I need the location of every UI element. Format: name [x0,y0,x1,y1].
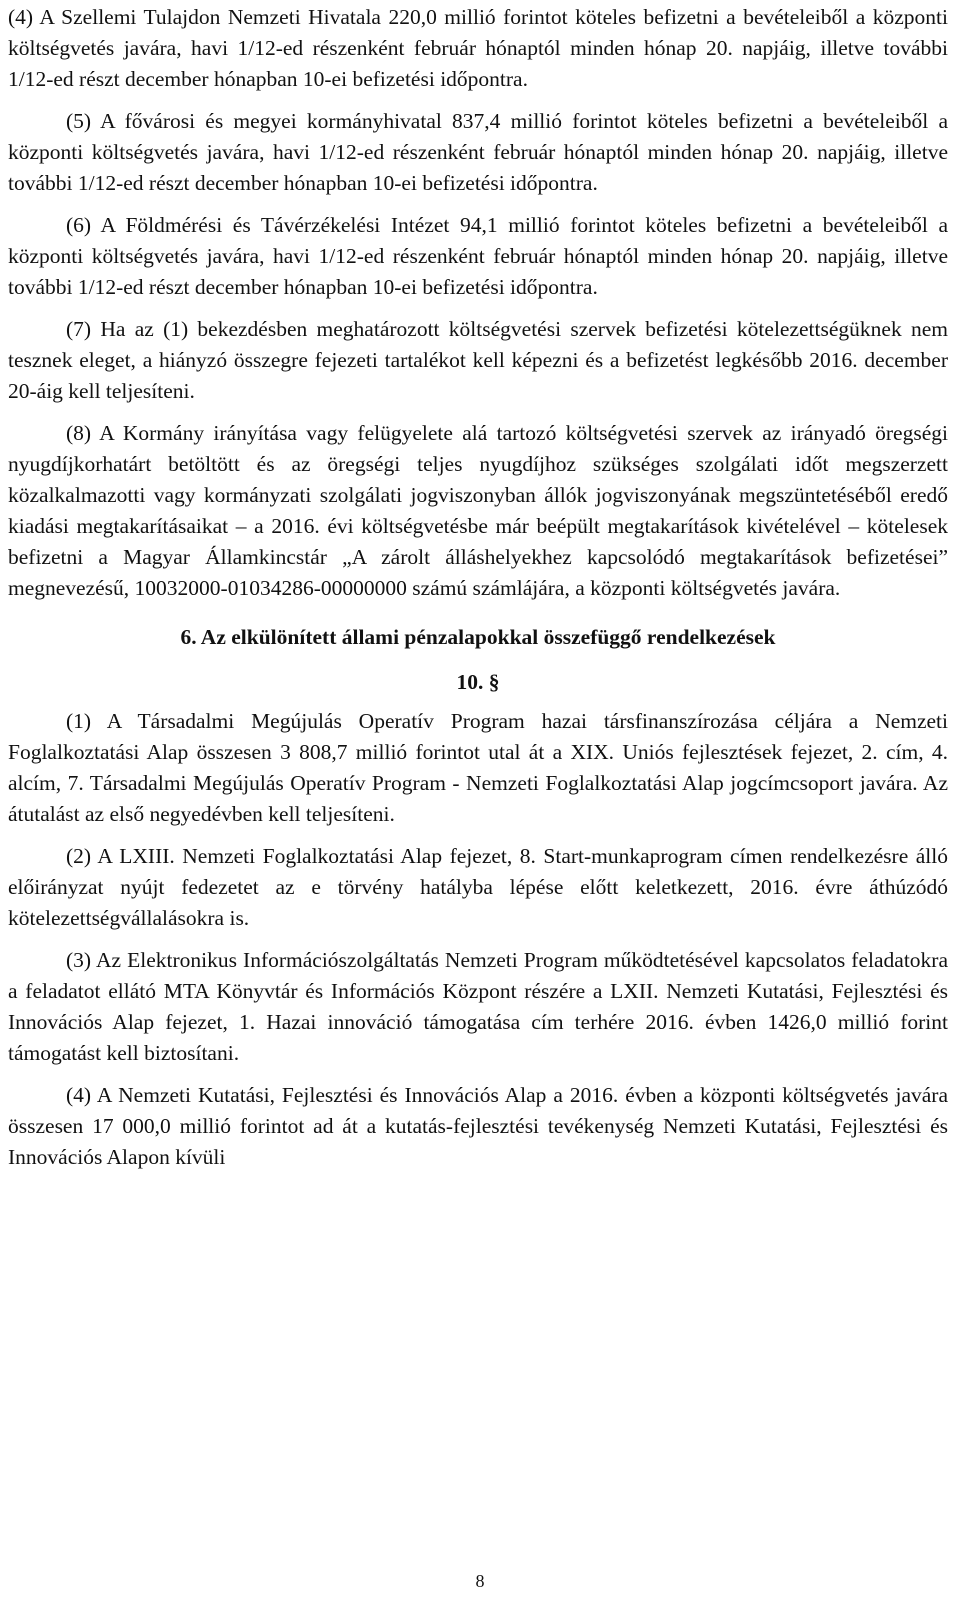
document-page [8,2,948,1184]
paragraph-6: (6) A Földmérési és Távérzékelési Intézet 94,1 millió forintot köteles befizetni a bevételeiből a központi költségvetés javára, havi 1/12-ed részenként február hónaptól minden hónap 20. napjáig, illetve további 1/12-ed részt december hónapban 10-ei befizetési időpontra. [8,213,948,299]
paragraph-7: (7) Ha az (1) bekezdésben meghatározott költségvetési szervek befizetési kötelezettségüknek nem tesznek eleget, a hiányzó összegre fejezeti tartalékot kell képezni és a befizetést legkésőbb 2016. december 20-áig kell teljesíteni. [8,317,948,403]
paragraph-8: (8) A Kormány irányítása vagy felügyelete alá tartozó költségvetési szervek az irányadó öregségi nyugdíjkorhatárt betöltött és az öregségi teljes nyugdíjhoz szükséges szolgálati időt megszerzett közalkalmazotti vagy kormányzati szolgálati jogviszonyban állók jogviszonyának megszüntetéséből eredő kiadási megtakarításaikat – a 2016. évi költségvetésbe már beépült megtakarítások kivételével – kötelesek befizetni a Magyar Államkincstár „A zárolt álláshelyekhez kapcsolódó megtakarítások befizetései” megnevezésű, 10032000-01034286-00000000 számú számlájára, a központi költségvetés javára. [8,421,948,600]
paragraph-10-2: (2) A LXIII. Nemzeti Foglalkoztatási Alap fejezet, 8. Start-munkaprogram címen rendelkezésre álló előirányzat nyújt fedezetet az e törvény hatályba lépése előtt keletkezett, 2016. évre áthúzódó kötelezettségvállalásokra is. [8,844,948,930]
paragraph-5: (5) A fővárosi és megyei kormányhivatal 837,4 millió forintot köteles befizetni a bevételeiből a központi költségvetés javára, havi 1/12-ed részenként február hónaptól minden hónap 20. napjáig, illetve további 1/12-ed részt december hónapban 10-ei befizetési időpontra. [8,109,948,195]
paragraph-10-4: (4) A Nemzeti Kutatási, Fejlesztési és Innovációs Alap a 2016. évben a központi költségvetés javára összesen 17 000,0 millió forintot ad át a kutatás-fejlesztési tevékenység Nemzeti Kutatási, Fejlesztési és Innovációs Alapon kívüli [8,1083,948,1169]
section-title: 6. Az elkülönített állami pénzalapokkal összefüggő rendelkezések [180,625,776,649]
paragraph-10-1: (1) A Társadalmi Megújulás Operatív Program hazai társfinanszírozása céljára a Nemzeti Foglalkoztatási Alap összesen 3 808,7 millió forintot utal át a XIX. Uniós fejlesztések fejezet, 2. cím, 4. alcím, 7. Társadalmi Megújulás Operatív Program - Nemzeti Foglalkoztatási Alap jogcímcsoport javára. Az átutalást az első negyedévben kell teljesíteni. [8,709,948,826]
paragraph-4: (4) A Szellemi Tulajdon Nemzeti Hivatala 220,0 millió forintot köteles befizetni a bevételeiből a központi költségvetés javára, havi 1/12-ed részenként február hónaptól minden hónap 20. napjáig, illetve további 1/12-ed részt december hónapban 10-ei befizetési időpontra. [8,5,948,91]
page-number: 8 [475,1571,485,1591]
section-number: 10. § [456,670,500,694]
paragraph-10-3: (3) Az Elektronikus Információszolgáltatás Nemzeti Program működtetésével kapcsolatos feladatokra a feladatot ellátó MTA Könyvtár és Információs Központ részére a LXII. Nemzeti Kutatási, Fejlesztési és Innovációs Alap fejezet, 1. Hazai innováció támogatása cím terhére 2016. évben 1426,0 millió forint támogatást kell biztosítani. [8,948,948,1065]
